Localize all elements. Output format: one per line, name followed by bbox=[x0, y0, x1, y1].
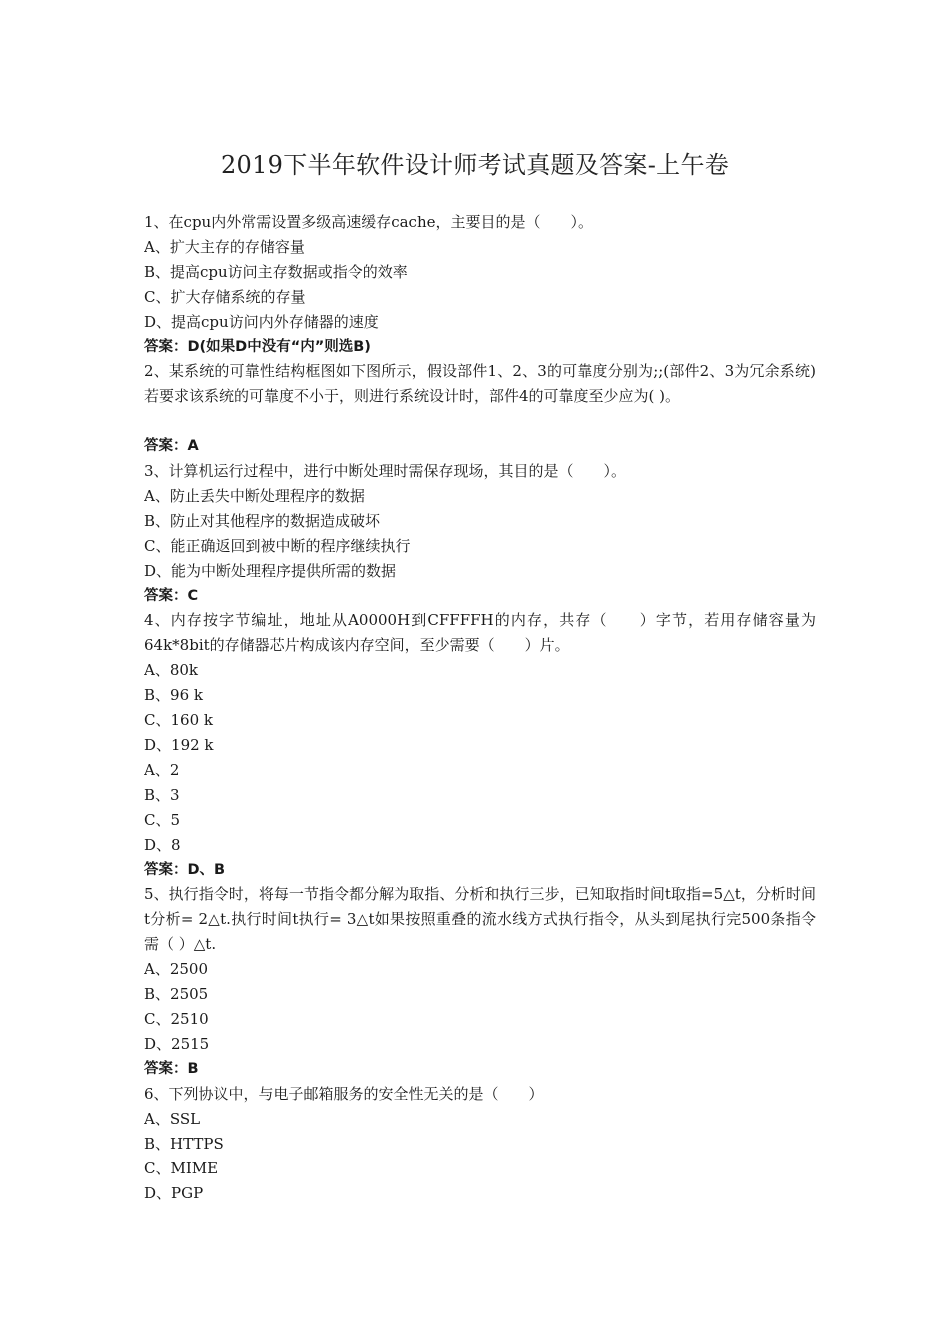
option: B、防止对其他程序的数据造成破坏 bbox=[144, 511, 381, 530]
question-stem: 5、执行指令时，将每一节指令都分解为取指、分析和执行三步，已知取指时间t取指=5△t，分析时间t分析= 2△t.执行时间t执行= 3△t如果按照重叠的流水线方式执行指令，从头到尾执行完500条指令需（ ）△t. bbox=[144, 885, 816, 954]
question-4 bbox=[144, 608, 816, 882]
question-stem: 6、下列协议中，与电子邮箱服务的安全性无关的是（ ） bbox=[144, 1084, 544, 1103]
page-title: 2019下半年软件设计师考试真题及答案-上午卷 bbox=[220, 151, 730, 179]
question-2 bbox=[144, 359, 816, 459]
option: B、HTTPS bbox=[144, 1134, 224, 1153]
question-6 bbox=[144, 1082, 816, 1207]
option: A、扩大主存的存储容量 bbox=[144, 237, 305, 256]
option: D、2515 bbox=[144, 1034, 210, 1053]
question-5 bbox=[144, 882, 816, 1081]
option: D、能为中断处理程序提供所需的数据 bbox=[144, 561, 397, 580]
question-stem: 2、某系统的可靠性结构框图如下图所示，假设部件1、2、3的可靠度分别为;;(部件2、3为冗余系统)若要求该系统的可靠度不小于，则进行系统设计时，部件4的可靠度至少应为( )。 bbox=[144, 362, 816, 406]
option: C、5 bbox=[144, 810, 181, 829]
option: D、192 k bbox=[144, 736, 214, 755]
question-3 bbox=[144, 459, 816, 608]
option: C、扩大存储系统的存量 bbox=[144, 287, 306, 306]
option: C、2510 bbox=[144, 1009, 209, 1028]
question-stem: 4、内存按字节编址，地址从A0000H到CFFFFH的内存，共存（ ）字节，若用存储容量为64k*8bit的存储器芯片构成该内存空间，至少需要（ ）片。 bbox=[144, 611, 816, 655]
question-1 bbox=[144, 210, 816, 359]
question-stem: 1、在cpu内外常需设置多级高速缓存cache，主要目的是（ ）。 bbox=[144, 213, 593, 231]
answer: 答案：D(如果D中没有“内”则选B) bbox=[144, 338, 371, 355]
option: D、提高cpu访问内外存储器的速度 bbox=[144, 312, 379, 331]
answer: 答案：C bbox=[144, 587, 199, 604]
option: B、2505 bbox=[144, 985, 209, 1004]
option: B、提高cpu访问主存数据或指令的效率 bbox=[144, 262, 408, 281]
question-stem: 3、计算机运行过程中，进行中断处理时需保存现场，其目的是（ ）。 bbox=[144, 462, 627, 481]
question-list bbox=[144, 210, 816, 1206]
option: C、能正确返回到被中断的程序继续执行 bbox=[144, 536, 411, 555]
option: B、3 bbox=[144, 785, 180, 804]
option: C、160 k bbox=[144, 711, 213, 730]
option: D、8 bbox=[144, 835, 181, 854]
answer: 答案：D、B bbox=[144, 861, 226, 878]
option: A、防止丢失中断处理程序的数据 bbox=[144, 486, 365, 505]
option: A、2500 bbox=[144, 960, 209, 979]
figure-placeholder bbox=[144, 409, 816, 434]
option: A、80k bbox=[144, 661, 199, 680]
option: D、PGP bbox=[144, 1184, 204, 1203]
option: C、MIME bbox=[144, 1159, 219, 1178]
option: B、96 k bbox=[144, 686, 203, 705]
option: A、SSL bbox=[144, 1109, 201, 1128]
answer: 答案：B bbox=[144, 1060, 199, 1077]
answer: 答案：A bbox=[144, 438, 199, 455]
option: A、2 bbox=[144, 760, 180, 779]
